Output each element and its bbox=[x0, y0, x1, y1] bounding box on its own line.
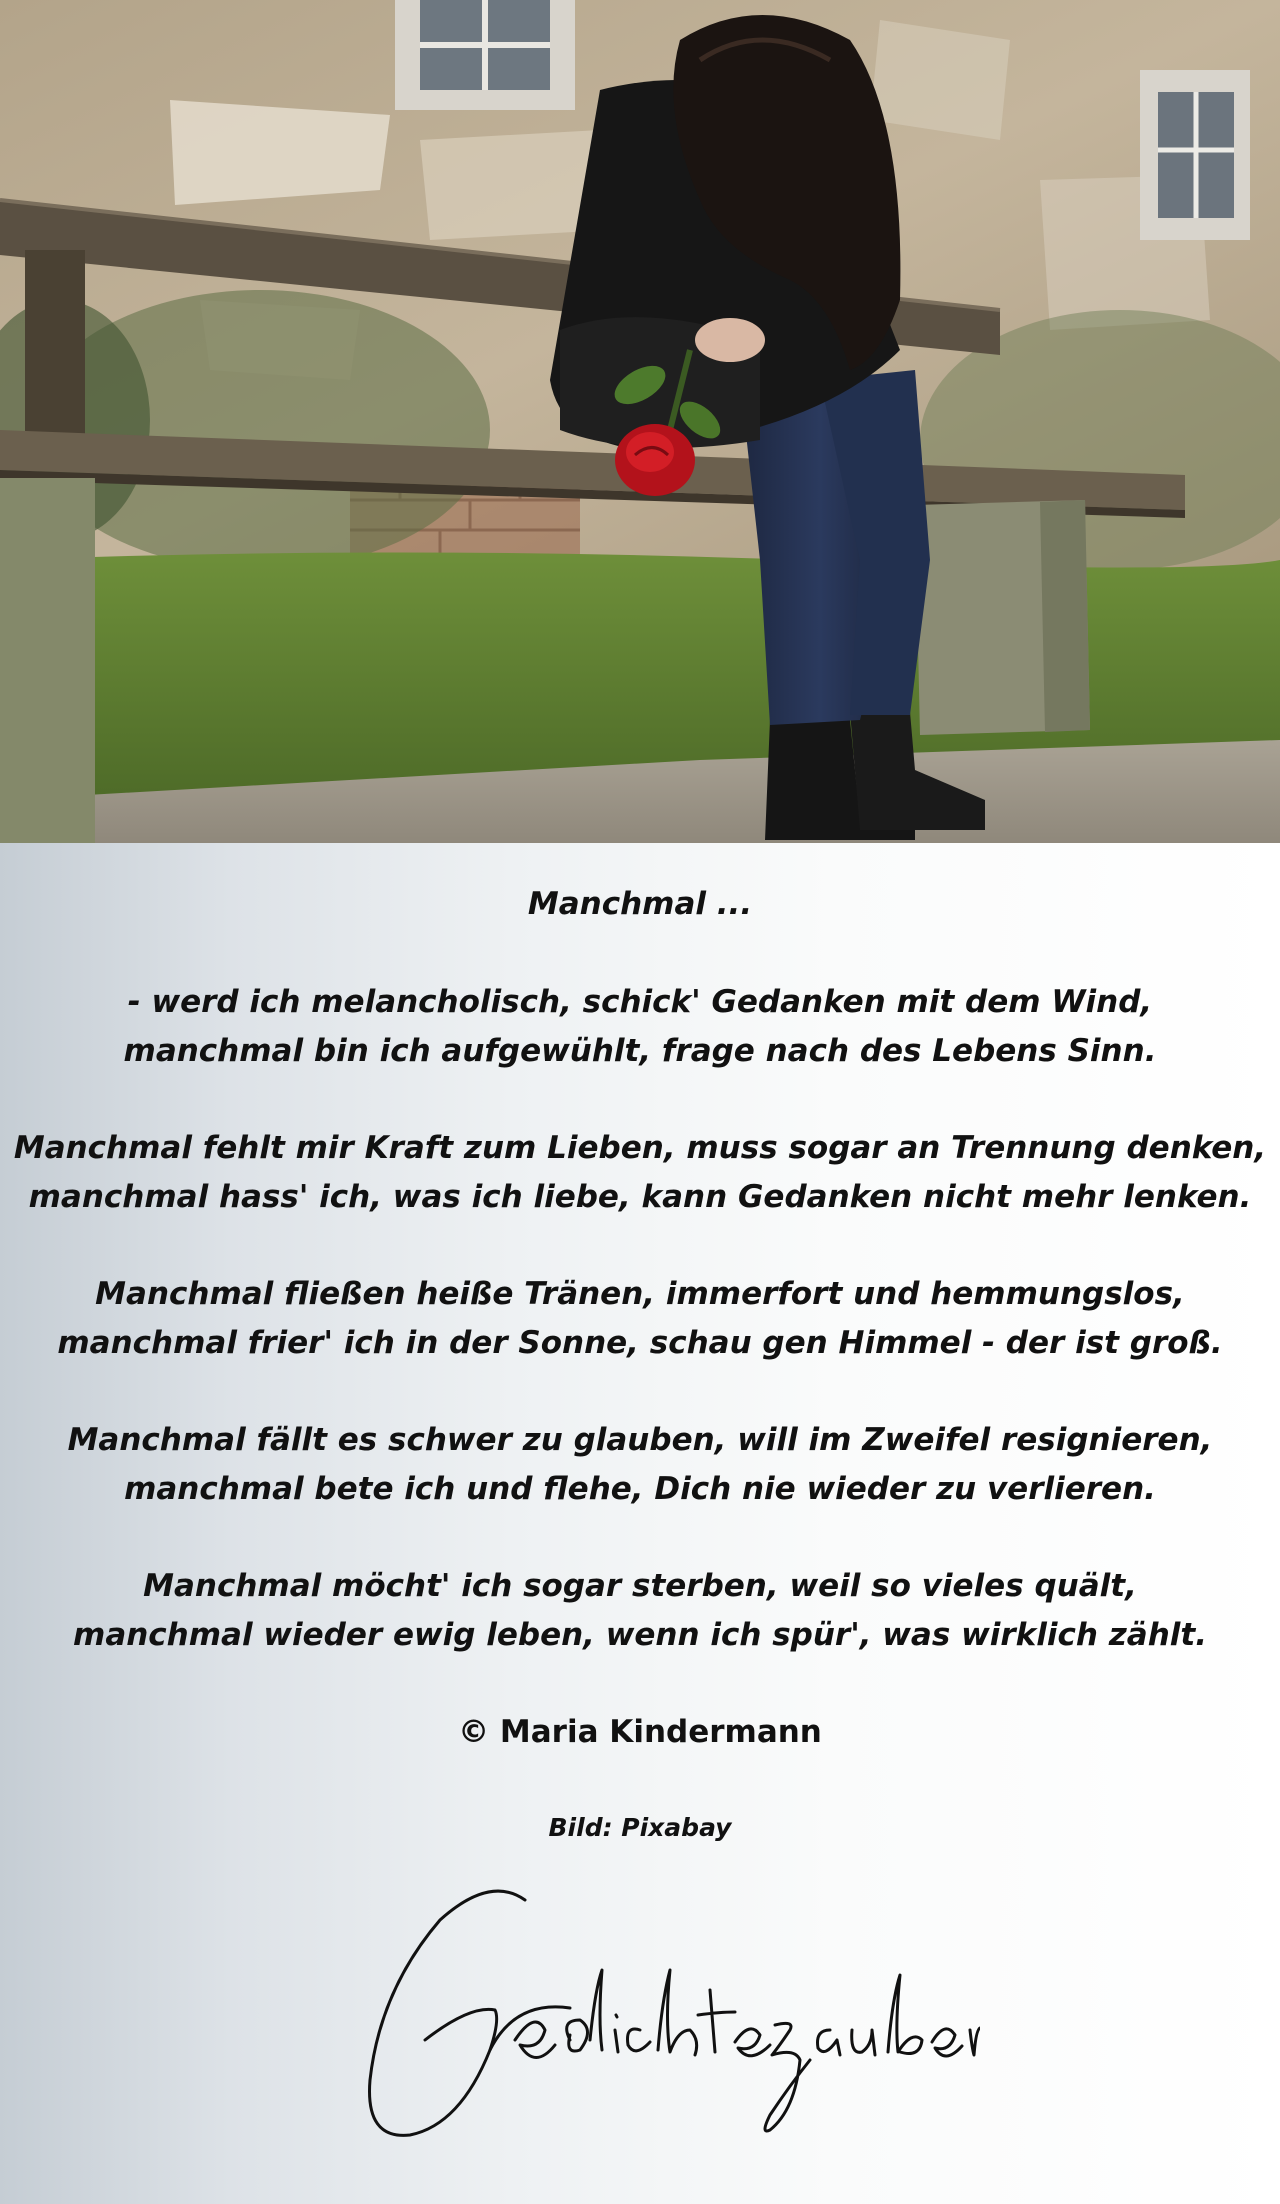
stanza-2-line-1: Manchmal fehlt mir Kraft zum Lieben, muss sogar an Trennung denken, bbox=[13, 1130, 1267, 1166]
stanza-3-line-1: Manchmal fließen heiße Tränen, immerfort und hemmungslos, bbox=[95, 1276, 1185, 1312]
stanza-5-line-1: Manchmal möcht' ich sogar sterben, weil so vieles quält, bbox=[143, 1568, 1137, 1604]
stanza-4-line-2: manchmal bete ich und flehe, Dich nie wieder zu verlieren. bbox=[124, 1471, 1156, 1507]
stanza-1-line-2: manchmal bin ich aufgewühlt, frage nach des Lebens Sinn. bbox=[123, 1033, 1157, 1069]
signature-logo bbox=[340, 1880, 980, 2160]
stanza-4-line-1: Manchmal fällt es schwer zu glauben, will im Zweifel resignieren, bbox=[67, 1422, 1213, 1458]
photo-woman-on-bench bbox=[0, 0, 1280, 843]
stanza-2-line-2: manchmal hass' ich, was ich liebe, kann Gedanken nicht mehr lenken. bbox=[28, 1179, 1252, 1215]
author-credit: © Maria Kindermann bbox=[458, 1714, 822, 1750]
stanza-5-line-2: manchmal wieder ewig leben, wenn ich spür', was wirklich zählt. bbox=[73, 1617, 1207, 1653]
poem-title: Manchmal ... bbox=[527, 886, 753, 922]
stanza-3-line-2: manchmal frier' ich in der Sonne, schau gen Himmel - der ist groß. bbox=[57, 1325, 1223, 1361]
stanza-1-line-1: - werd ich melancholisch, schick' Gedanken mit dem Wind, bbox=[127, 984, 1153, 1020]
image-credit: Bild: Pixabay bbox=[548, 1813, 732, 1842]
photo-illustration bbox=[0, 0, 1280, 843]
